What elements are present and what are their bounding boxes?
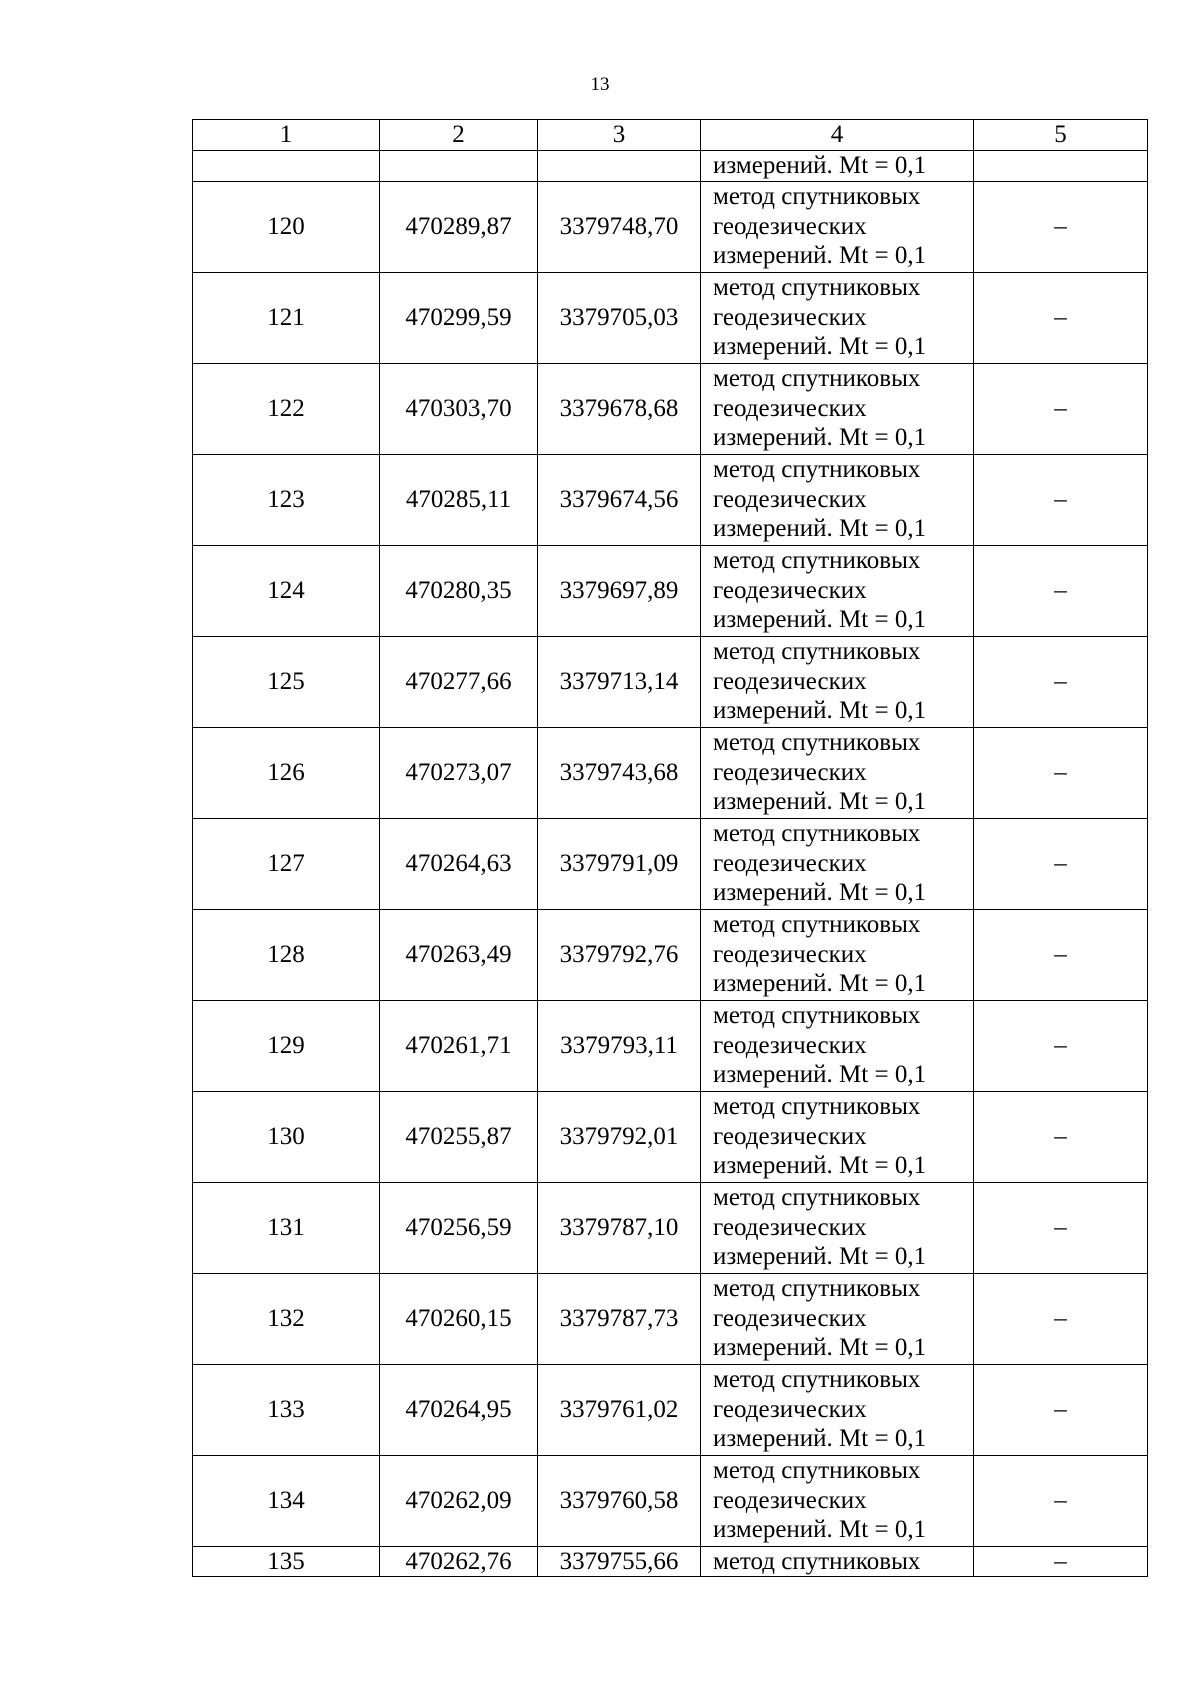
method-description-cell <box>701 1091 974 1182</box>
note-cell: – <box>974 1364 1148 1455</box>
method-description-line: метод спутниковых <box>713 1275 921 1303</box>
note-cell: – <box>974 1000 1148 1091</box>
header-cell-4: 4 <box>701 120 974 151</box>
method-description-line: геодезических <box>713 394 867 422</box>
x-coordinate-cell: 470303,70 <box>380 363 538 454</box>
x-coordinate-cell: 470263,49 <box>380 909 538 1000</box>
table-row <box>193 454 1148 545</box>
table-row <box>193 1546 1148 1577</box>
table-row <box>193 1182 1148 1273</box>
point-number-cell: 134 <box>193 1455 380 1546</box>
continuation-row <box>193 151 1148 182</box>
table-row <box>193 1000 1148 1091</box>
note-cell: – <box>974 636 1148 727</box>
y-coordinate-cell: 3379674,56 <box>538 454 701 545</box>
coordinates-table <box>192 119 1148 1577</box>
method-description-line: геодезических <box>713 576 867 604</box>
y-coordinate-cell: 3379787,73 <box>538 1273 701 1364</box>
note-cell: – <box>974 818 1148 909</box>
note-cell: – <box>974 363 1148 454</box>
method-description-cell <box>701 363 974 454</box>
method-description-line: измерений. Mt = 0,1 <box>713 1061 927 1089</box>
header-cell-1: 1 <box>193 120 380 151</box>
method-description-line: измерений. Mt = 0,1 <box>713 788 927 816</box>
point-number-cell: 122 <box>193 363 380 454</box>
point-number-cell: 121 <box>193 272 380 363</box>
method-description-line: метод спутниковых <box>713 1093 921 1121</box>
method-description-line: метод спутниковых <box>713 729 921 757</box>
point-number-cell: 132 <box>193 1273 380 1364</box>
method-description-line: геодезических <box>713 758 867 786</box>
y-coordinate-cell: 3379678,68 <box>538 363 701 454</box>
table-row <box>193 727 1148 818</box>
x-coordinate-cell: 470289,87 <box>380 181 538 272</box>
method-description-line: геодезических <box>713 1395 867 1423</box>
note-cell: – <box>974 727 1148 818</box>
point-number-cell: 123 <box>193 454 380 545</box>
point-number-cell: 125 <box>193 636 380 727</box>
method-description-line: метод спутниковых <box>713 183 921 211</box>
method-description-line: геодезических <box>713 849 867 877</box>
table-row <box>193 272 1148 363</box>
method-description-line: геодезических <box>713 1213 867 1241</box>
continuation-cell-empty <box>193 151 380 182</box>
note-cell: – <box>974 1273 1148 1364</box>
y-coordinate-cell: 3379697,89 <box>538 545 701 636</box>
y-coordinate-cell: 3379761,02 <box>538 1364 701 1455</box>
method-description-line: метод спутниковых <box>713 274 921 302</box>
point-number-cell: 127 <box>193 818 380 909</box>
method-description-cell <box>701 1273 974 1364</box>
y-coordinate-cell: 3379755,66 <box>538 1546 701 1577</box>
point-number-cell: 130 <box>193 1091 380 1182</box>
point-number-cell: 135 <box>193 1546 380 1577</box>
method-description-cell: метод спутниковых <box>701 1546 974 1577</box>
table-row <box>193 1364 1148 1455</box>
method-description-line: метод спутниковых <box>713 1366 921 1394</box>
x-coordinate-cell: 470256,59 <box>380 1182 538 1273</box>
method-description-line: измерений. Mt = 0,1 <box>713 606 927 634</box>
note-cell: – <box>974 454 1148 545</box>
method-description-line: геодезических <box>713 1122 867 1150</box>
table-row <box>193 363 1148 454</box>
method-description-line: метод спутниковых <box>713 1184 921 1212</box>
continuation-description: измерений. Mt = 0,1 <box>701 151 974 182</box>
method-description-cell <box>701 1000 974 1091</box>
x-coordinate-cell: 470261,71 <box>380 1000 538 1091</box>
method-description-line: метод спутниковых <box>713 456 921 484</box>
x-coordinate-cell: 470273,07 <box>380 727 538 818</box>
method-description-line: измерений. Mt = 0,1 <box>713 1516 927 1544</box>
method-description-cell <box>701 454 974 545</box>
method-description-line: геодезических <box>713 212 867 240</box>
method-description-cell <box>701 1182 974 1273</box>
table-header-row <box>193 120 1148 151</box>
method-description-line: геодезических <box>713 940 867 968</box>
note-cell: – <box>974 272 1148 363</box>
note-cell: – <box>974 1091 1148 1182</box>
point-number-cell: 131 <box>193 1182 380 1273</box>
table-row <box>193 818 1148 909</box>
page-number: 13 <box>590 74 610 95</box>
header-cell-5: 5 <box>974 120 1148 151</box>
point-number-cell: 124 <box>193 545 380 636</box>
method-description-line: измерений. Mt = 0,1 <box>713 1243 927 1271</box>
point-number-cell: 128 <box>193 909 380 1000</box>
method-description-line: измерений. Mt = 0,1 <box>713 970 927 998</box>
method-description-line: измерений. Mt = 0,1 <box>713 333 927 361</box>
y-coordinate-cell: 3379787,10 <box>538 1182 701 1273</box>
method-description-line: метод спутниковых <box>713 1002 921 1030</box>
method-description-line: геодезических <box>713 667 867 695</box>
method-description-line: метод спутниковых <box>713 1457 921 1485</box>
y-coordinate-cell: 3379793,11 <box>538 1000 701 1091</box>
method-description-line: измерений. Mt = 0,1 <box>713 1152 927 1180</box>
x-coordinate-cell: 470299,59 <box>380 272 538 363</box>
y-coordinate-cell: 3379705,03 <box>538 272 701 363</box>
table-row <box>193 545 1148 636</box>
table-row <box>193 1273 1148 1364</box>
method-description-line: метод спутниковых <box>713 911 921 939</box>
x-coordinate-cell: 470264,95 <box>380 1364 538 1455</box>
y-coordinate-cell: 3379743,68 <box>538 727 701 818</box>
continuation-cell-empty <box>380 151 538 182</box>
method-description-line: измерений. Mt = 0,1 <box>713 1334 927 1362</box>
y-coordinate-cell: 3379760,58 <box>538 1455 701 1546</box>
method-description-line: метод спутниковых <box>713 638 921 666</box>
x-coordinate-cell: 470285,11 <box>380 454 538 545</box>
method-description-cell <box>701 1455 974 1546</box>
method-description-line: измерений. Mt = 0,1 <box>713 697 927 725</box>
note-cell: – <box>974 545 1148 636</box>
method-description-cell <box>701 727 974 818</box>
method-description-line: измерений. Mt = 0,1 <box>713 879 927 907</box>
continuation-cell-empty <box>538 151 701 182</box>
y-coordinate-cell: 3379748,70 <box>538 181 701 272</box>
method-description-line: измерений. Mt = 0,1 <box>713 424 927 452</box>
x-coordinate-cell: 470255,87 <box>380 1091 538 1182</box>
table-row <box>193 909 1148 1000</box>
method-description-line: метод спутниковых <box>713 820 921 848</box>
x-coordinate-cell: 470264,63 <box>380 818 538 909</box>
table-row <box>193 1455 1148 1546</box>
note-cell: – <box>974 1546 1148 1577</box>
table-row <box>193 1091 1148 1182</box>
method-description-line: геодезических <box>713 1486 867 1514</box>
table-row <box>193 181 1148 272</box>
header-cell-3: 3 <box>538 120 701 151</box>
method-description-line: измерений. Mt = 0,1 <box>713 515 927 543</box>
method-description-cell <box>701 636 974 727</box>
y-coordinate-cell: 3379713,14 <box>538 636 701 727</box>
note-cell: – <box>974 1455 1148 1546</box>
header-cell-2: 2 <box>380 120 538 151</box>
continuation-cell-empty <box>974 151 1148 182</box>
y-coordinate-cell: 3379792,76 <box>538 909 701 1000</box>
method-description-line: метод спутниковых <box>713 547 921 575</box>
table-row <box>193 636 1148 727</box>
x-coordinate-cell: 470277,66 <box>380 636 538 727</box>
note-cell: – <box>974 1182 1148 1273</box>
point-number-cell: 120 <box>193 181 380 272</box>
y-coordinate-cell: 3379791,09 <box>538 818 701 909</box>
method-description-cell <box>701 818 974 909</box>
method-description-line: геодезических <box>713 1031 867 1059</box>
x-coordinate-cell: 470260,15 <box>380 1273 538 1364</box>
point-number-cell: 133 <box>193 1364 380 1455</box>
point-number-cell: 126 <box>193 727 380 818</box>
method-description-line: измерений. Mt = 0,1 <box>713 242 927 270</box>
method-description-line: метод спутниковых <box>713 365 921 393</box>
method-description-cell <box>701 181 974 272</box>
method-description-line: геодезических <box>713 1304 867 1332</box>
x-coordinate-cell: 470262,09 <box>380 1455 538 1546</box>
y-coordinate-cell: 3379792,01 <box>538 1091 701 1182</box>
method-description-line: измерений. Mt = 0,1 <box>713 1425 927 1453</box>
note-cell: – <box>974 181 1148 272</box>
x-coordinate-cell: 470280,35 <box>380 545 538 636</box>
note-cell: – <box>974 909 1148 1000</box>
method-description-line: геодезических <box>713 485 867 513</box>
x-coordinate-cell: 470262,76 <box>380 1546 538 1577</box>
method-description-cell <box>701 1364 974 1455</box>
method-description-line: геодезических <box>713 303 867 331</box>
method-description-cell <box>701 545 974 636</box>
method-description-cell <box>701 909 974 1000</box>
point-number-cell: 129 <box>193 1000 380 1091</box>
method-description-cell <box>701 272 974 363</box>
